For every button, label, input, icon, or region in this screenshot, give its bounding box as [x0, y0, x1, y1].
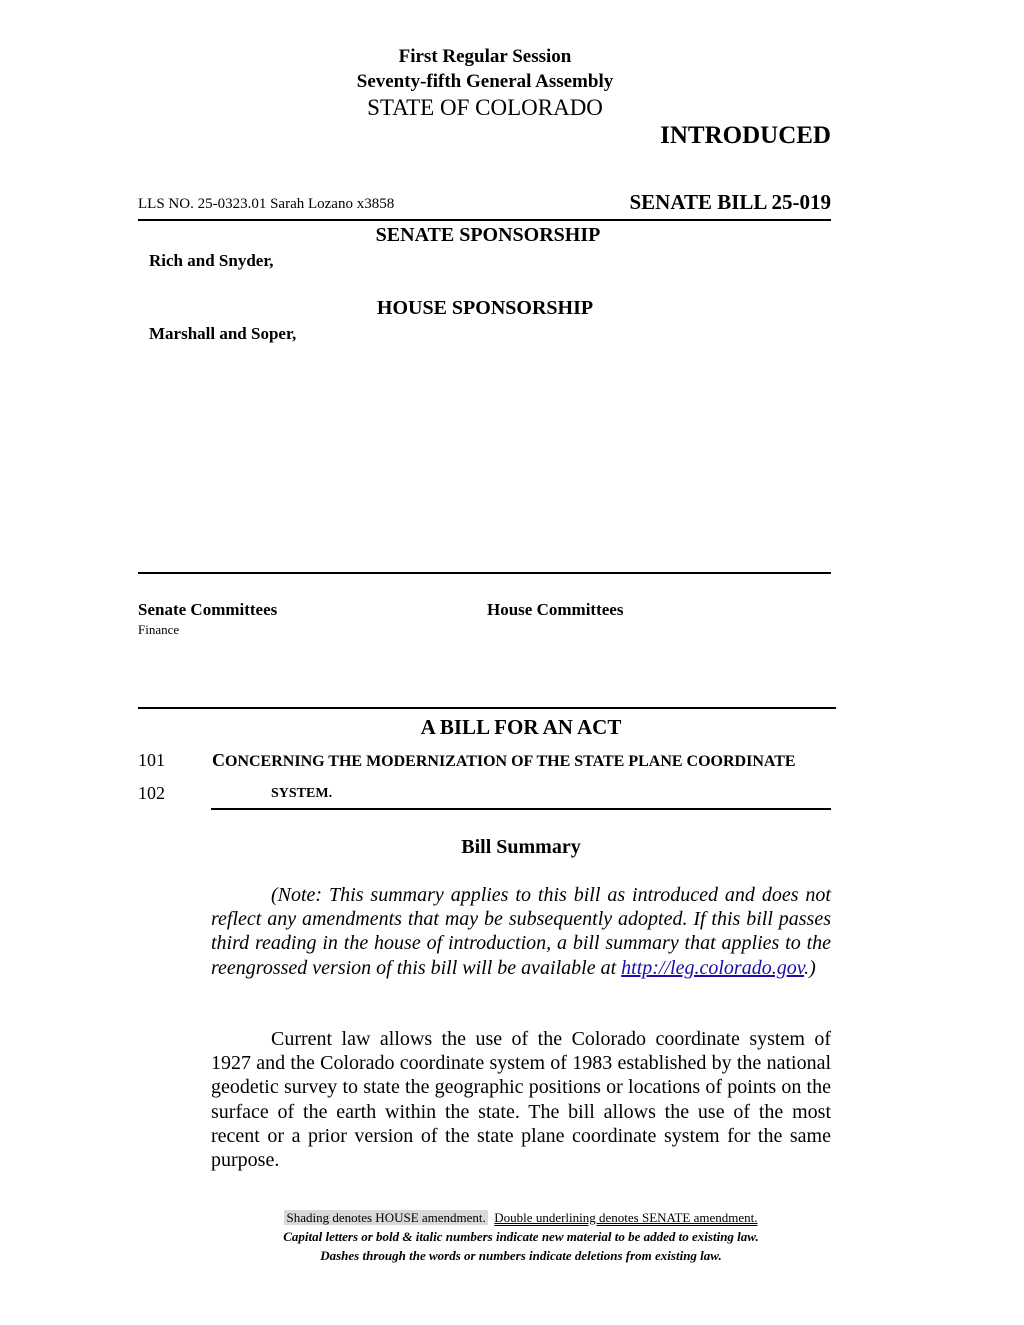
- summary-body: [211, 1027, 831, 1172]
- summary-note: [211, 883, 831, 980]
- line-number: 101: [138, 750, 165, 770]
- senate-amendment-legend: Double underlining denotes SENATE amendment.: [494, 1210, 758, 1225]
- header-divider: [138, 219, 831, 221]
- session-label: First Regular Session: [398, 46, 572, 67]
- deletion-legend: Dashes through the words or numbers indicate deletions from existing law.: [320, 1248, 722, 1263]
- assembly-label: Seventy-fifth General Assembly: [356, 71, 614, 92]
- bill-for-an-act-heading: A BILL FOR AN ACT: [420, 715, 622, 739]
- bill-title-initial: C: [212, 750, 225, 770]
- summary-body-text: Current law allows the use of the Colorado coordinate system of 1927 and the Colorado coordinate system of 1983 established by the national geodetic survey to state the geographic positions or locations of points on the surface of the earth within the state. The bill allows the use of the most recent or a prior version of the state plane coordinate system for the same purpose.: [211, 1028, 831, 1172]
- sponsorship-divider: [138, 572, 831, 574]
- senate-committees-heading: Senate Committees: [138, 600, 278, 619]
- summary-note-text: (Note: This summary applies to this bill as introduced and does not reflect any amendments that may be subsequently adopted. If this bill passes third reading in the house of introduction, a bill summary that applies to the reengrossed version of this bill will be available at: [211, 884, 831, 979]
- legislature-website-link[interactable]: http://leg.colorado.gov: [621, 956, 805, 979]
- bill-number: SENATE BILL 25-019: [629, 190, 831, 214]
- lls-number: LLS NO. 25-0323.01 Sarah Lozano x3858: [138, 196, 395, 212]
- house-sponsorship-heading: HOUSE SPONSORSHIP: [376, 297, 594, 319]
- session-header: [0, 44, 970, 94]
- amendment-legend: [0, 1210, 1024, 1226]
- bill-title-rest: ONCERNING THE MODERNIZATION OF THE STATE PLANE COORDINATE: [225, 753, 796, 770]
- house-committees-heading: House Committees: [487, 600, 624, 619]
- committees-divider: [138, 707, 836, 709]
- senate-committee-finance: Finance: [138, 622, 180, 637]
- bill-summary-heading: Bill Summary: [461, 836, 581, 858]
- new-material-legend: Capital letters or bold & italic numbers indicate new material to be added to existing law.: [283, 1229, 759, 1244]
- line-number: 102: [138, 783, 165, 803]
- title-divider: [211, 808, 831, 810]
- senate-sponsors: Rich and Snyder,: [149, 251, 274, 270]
- house-amendment-legend: Shading denotes HOUSE amendment.: [286, 1210, 486, 1225]
- bill-title-line-1: [212, 750, 796, 771]
- house-sponsors: Marshall and Soper,: [149, 324, 297, 343]
- senate-sponsorship-heading: SENATE SPONSORSHIP: [375, 224, 601, 246]
- bill-title-line-2: SYSTEM.: [271, 786, 333, 801]
- bill-status: INTRODUCED: [660, 122, 831, 149]
- state-title: STATE OF COLORADO: [367, 95, 603, 120]
- summary-note-end: .): [804, 956, 816, 979]
